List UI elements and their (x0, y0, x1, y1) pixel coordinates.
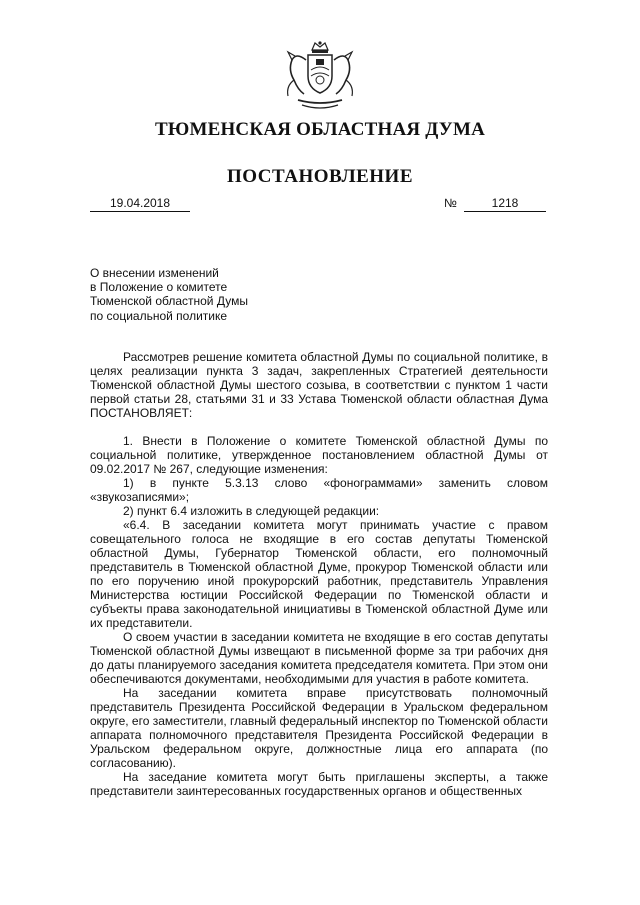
organization-name: ТЮМЕНСКАЯ ОБЛАСТНАЯ ДУМА (154, 119, 485, 140)
resolution-body (90, 434, 548, 798)
document-type-title: ПОСТАНОВЛЕНИЕ (226, 166, 414, 187)
subject-line: О внесении изменений (90, 266, 219, 280)
body-paragraph: «6.4. В заседании комитета могут принимать участие с правом совещательного голоса не входящие в его состав депутаты Тюменской областной Думы, Губернатор Тюменской области, его полномочный представитель в Тюменской областной Думе, прокурор Тюменской области или по его поручению иной прокурорский работник, представитель Управления Министерства юстиции Российской Федерации по Тюменской области и субъекты права законодательной инициативы в Тюменской областной Думе или их представители. (90, 518, 548, 630)
subject-line: Тюменской областной Думы (90, 294, 248, 309)
subject-line: по социальной политике (90, 308, 228, 323)
coat-of-arms-icon (278, 40, 362, 114)
document-number: 1218 (464, 196, 546, 212)
document-date: 19.04.2018 (90, 196, 190, 212)
body-paragraph: На заседании комитета вправе присутствовать полномочный представитель Президента Российской Федерации в Уральском федеральном округе, его заместители, главный федеральный инспектор по Тюменской области аппарата полномочного представителя Президента Российской Федерации в Уральском федеральном округе, должностные лица его аппарата (по согласованию). (90, 686, 548, 770)
preamble (90, 350, 548, 420)
body-paragraph: 1. Внести в Положение о комитете Тюменской областной Думы по социальной политике, утвержденное постановлением областной Думы от 09.02.2017 № 267, следующие изменения: (90, 434, 548, 476)
document-subject (90, 266, 248, 323)
number-sign: № (444, 196, 457, 210)
body-paragraph: 2) пункт 6.4 изложить в следующей редакции: (123, 504, 380, 518)
subject-line: в Положение о комитете (90, 280, 228, 295)
body-paragraph: 1) в пункте 5.3.13 слово «фонограммами» заменить словом «звукозаписями»; (90, 476, 548, 504)
preamble-paragraph: Рассмотрев решение комитета областной Думы по социальной политике, в целях реализации пункта 3 задач, закрепленных Стратегией деятельности Тюменской областной Думы шестого созыва, в соответствии с пунктом 1 части первой статьи 28, статьями 31 и 33 Устава Тюменской области областная Дума ПОСТАНОВЛЯЕТ: (90, 350, 548, 420)
body-paragraph: О своем участии в заседании комитета не входящие в его состав депутаты Тюменской областной Думы извещают в письменной форме за три рабочих дня до даты планируемого заседания комитета председателя комитета. При этом они обеспечиваются документами, необходимыми для участия в работе комитета. (90, 630, 548, 686)
body-paragraph: На заседание комитета могут быть приглашены эксперты, а также представители заинтересованных государственных органов и общественных (90, 770, 548, 798)
